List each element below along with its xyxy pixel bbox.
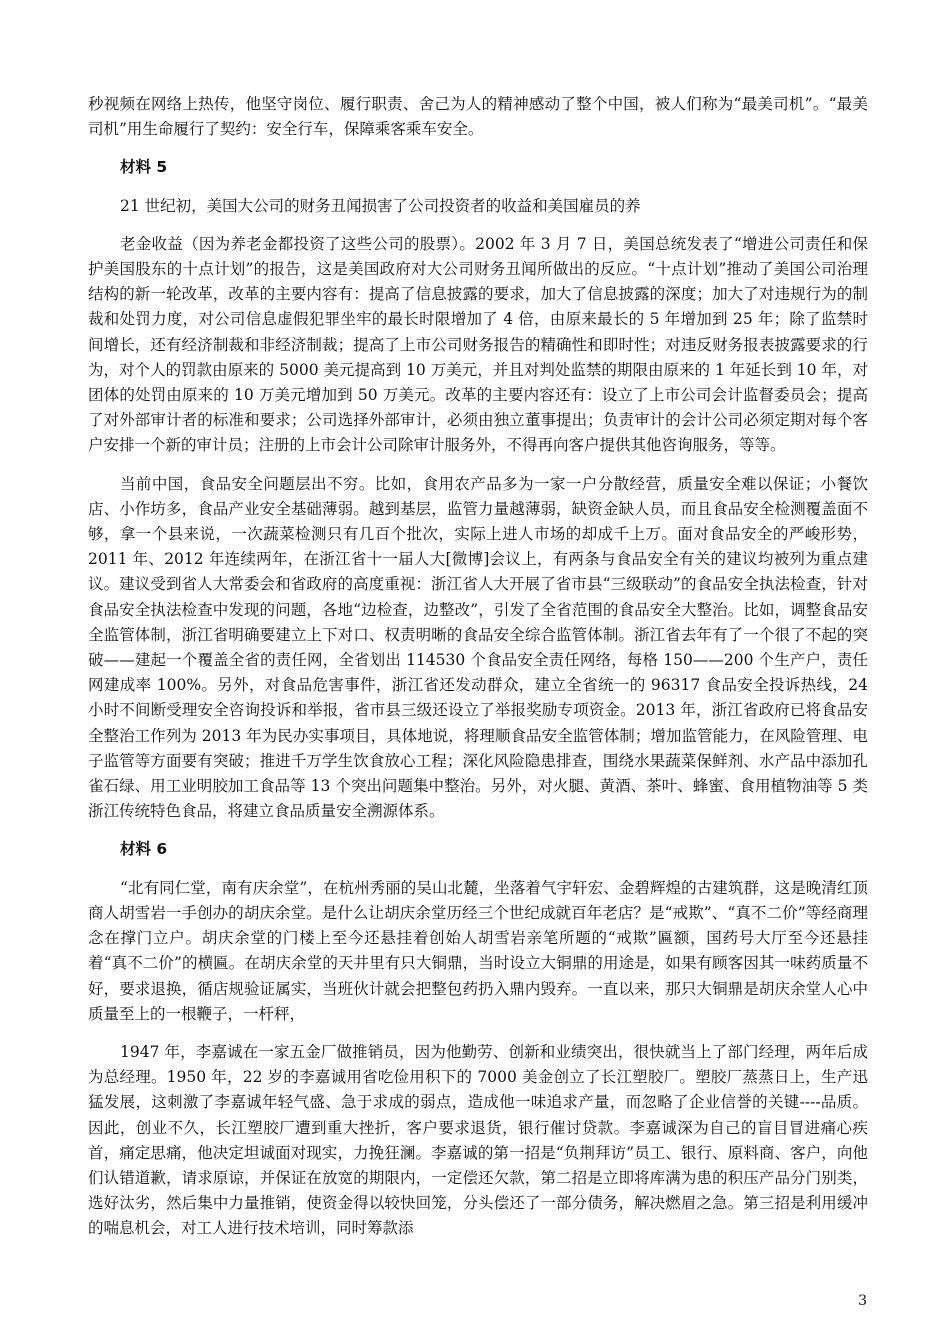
paragraph-hu-qing-yu-tang: “北有同仁堂，南有庆余堂”，在杭州秀丽的吴山北麓，坐落着气宇轩宏、金碧辉煌的古建筑群，这是晚清红顶商人胡雪岩一手创办的胡庆余堂。是什么让胡庆余堂历经三个世纪成就百年老店？是“戒欺”、“真不二价”等经商理念在撑门立户。胡庆余堂的门楼上至今还悬挂着创始人胡雪岩亲笔所题的“戒欺”匾额，国药号大厅至今还悬挂着“真不二价”的横匾。在胡庆余堂的天井里有只大铜鼎，当时设立大铜鼎的用途是，如果有顾客因其一味药质量不好，要求退换，循店规验证属实，当班伙计就会把整包药扔入鼎内毁弃。一直以来，那只大铜鼎是胡庆余堂人心中质量至上的一根鞭子，一杆秤，	[88, 878, 868, 1023]
paragraph-continued: 秒视频在网络上热传，他坚守岗位、履行职责、舍己为人的精神感动了整个中国，被人们称为“最美司机”。“最美司机”用生命履行了契约：安全行车，保障乘客乘车安全。	[88, 95, 868, 139]
heading-material-6: 材料 6	[120, 840, 168, 859]
page-number: 3	[858, 1293, 867, 1309]
paragraph-china-food-safety: 当前中国，食品安全问题层出不穷。比如，食用农产品多为一家一户分散经营，质量安全难以保证；小餐饮店、小作坊多，食品产业安全基础薄弱。越到基层，监管力量越薄弱，缺资金缺人员，而且食品安全检测覆盖面不够，拿一个县来说，一次蔬菜检测只有几百个批次，实际上进人市场的却成千上万。面对食品安全的严峻形势，2011 年、2012 年连续两年，在浙江省十一届人大[微博]会议上，有两条与食品安全有关的建议均被列为重点建议。建议受到省人大常委会和省政府的高度重视：浙江省人大开展了省市县“三级联动”的食品安全执法检查，针对食品安全执法检查中发现的问题，各地“边检查，边整改”，引发了全省范围的食品安全大整治。比如，调整食品安全监管体制，浙江省明确要建立上下对口、权责明晰的食品安全综合监管体制。浙江省去年有了一个很了不起的突破——建起一个覆盖全省的责任网，全省划出 114530 个食品安全责任网络，每格 150——200 个生产户，责任网建成率 100%。另外，对食品危害事件，浙江省还发动群众，建立全省统一的 96317 食品安全投诉热线，24 小时不间断受理安全咨询投诉和举报，省市县三级还设立了举报奖励专项资金。2013 年，浙江省政府已将食品安全整治工作列为 2013 年为民办实事项目，具体地说，将理顺食品安全监管体制；增加监管能力，在风险管理、电子监管等方面要有突破；推进千万学生饮食放心工程；深化风险隐患排查，围绕水果蔬菜保鲜剂、水产品中添加孔雀石绿、用工业明胶加工食品等 13 个突出问题集中整治。另外，对火腿、黄酒、茶叶、蜂蜜、食用植物油等 5 类浙江传统特色食品，将建立食品质量安全溯源体系。	[88, 474, 868, 821]
heading-material-5: 材料 5	[120, 158, 168, 177]
document-page	[88, 92, 868, 1242]
paragraph-us-scandal-intro: 21 世纪初，美国大公司的财务丑闻损害了公司投资者的收益和美国雇员的养	[120, 196, 641, 215]
paragraph-us-ten-point-plan: 老金收益（因为养老金都投资了这些公司的股票）。2002 年 3 月 7 日，美国总统发表了“增进公司责任和保护美国股东的十点计划”的报告，这是美国政府对大公司财务丑闻所做出的反应。“十点计划”推动了美国公司治理结构的新一轮改革，改革的主要内容有：提高了信息披露的要求，加大了信息披露的深度；加大了对违规行为的制裁和处罚力度，对公司信息虚假犯罪坐牢的最长时限增加了 4 倍，由原来最长的 5 年增加到 25 年；除了监禁时间增长，还有经济制裁和非经济制裁；提高了上市公司财务报告的精确性和即时性；对违反财务报表披露要求的行为，对个人的罚款由原来的 5000 美元提高到 10 万美元，并且对判处监禁的期限由原来的 1 年延长到 10 年，对团体的处罚由原来的 10 万美元增加到 50 万美元。改革的主要内容还有：设立了上市公司会计监督委员会；提高了对外部审计者的标准和要求；公司选择外部审计，必须由独立董事提出；负责审计的会计公司必须定期对每个客户安排一个新的审计员；注册的上市会计公司除审计服务外，不得再向客户提供其他咨询服务，等等。	[88, 234, 868, 455]
paragraph-li-ka-shing: 1947 年，李嘉诚在一家五金厂做推销员，因为他勤劳、创新和业绩突出，很快就当上了部门经理，两年后成为总经理。1950 年，22 岁的李嘉诚用省吃俭用积下的 7000 美金创立了长江塑胶厂。塑胶厂蒸蒸日上，生产迅猛发展，这刺激了李嘉诚年轻气盛、急于求成的弱点，造成他一味追求产量，而忽略了企业信誉的关键----品质。因此，创业不久，长江塑胶厂遭到重大挫折，客户要求退货，银行催讨贷款。李嘉诚深为自己的盲目冒进痛心疾首，痛定思痛，他决定坦诚面对现实，力挽狂澜。李嘉诚的第一招是“负荆拜访”员工、银行、原料商、客户，向他们认错道歉，请求原谅，并保证在放宽的期限内，一定偿还欠款，第二招是立即将库满为患的积压产品分门别类，选好汰劣，然后集中力量推销，使资金得以较快回笼，分头偿还了一部分债务，解决燃眉之急。第三招是利用缓冲的喘息机会，对工人进行技术培训，同时筹款添	[88, 1042, 868, 1238]
